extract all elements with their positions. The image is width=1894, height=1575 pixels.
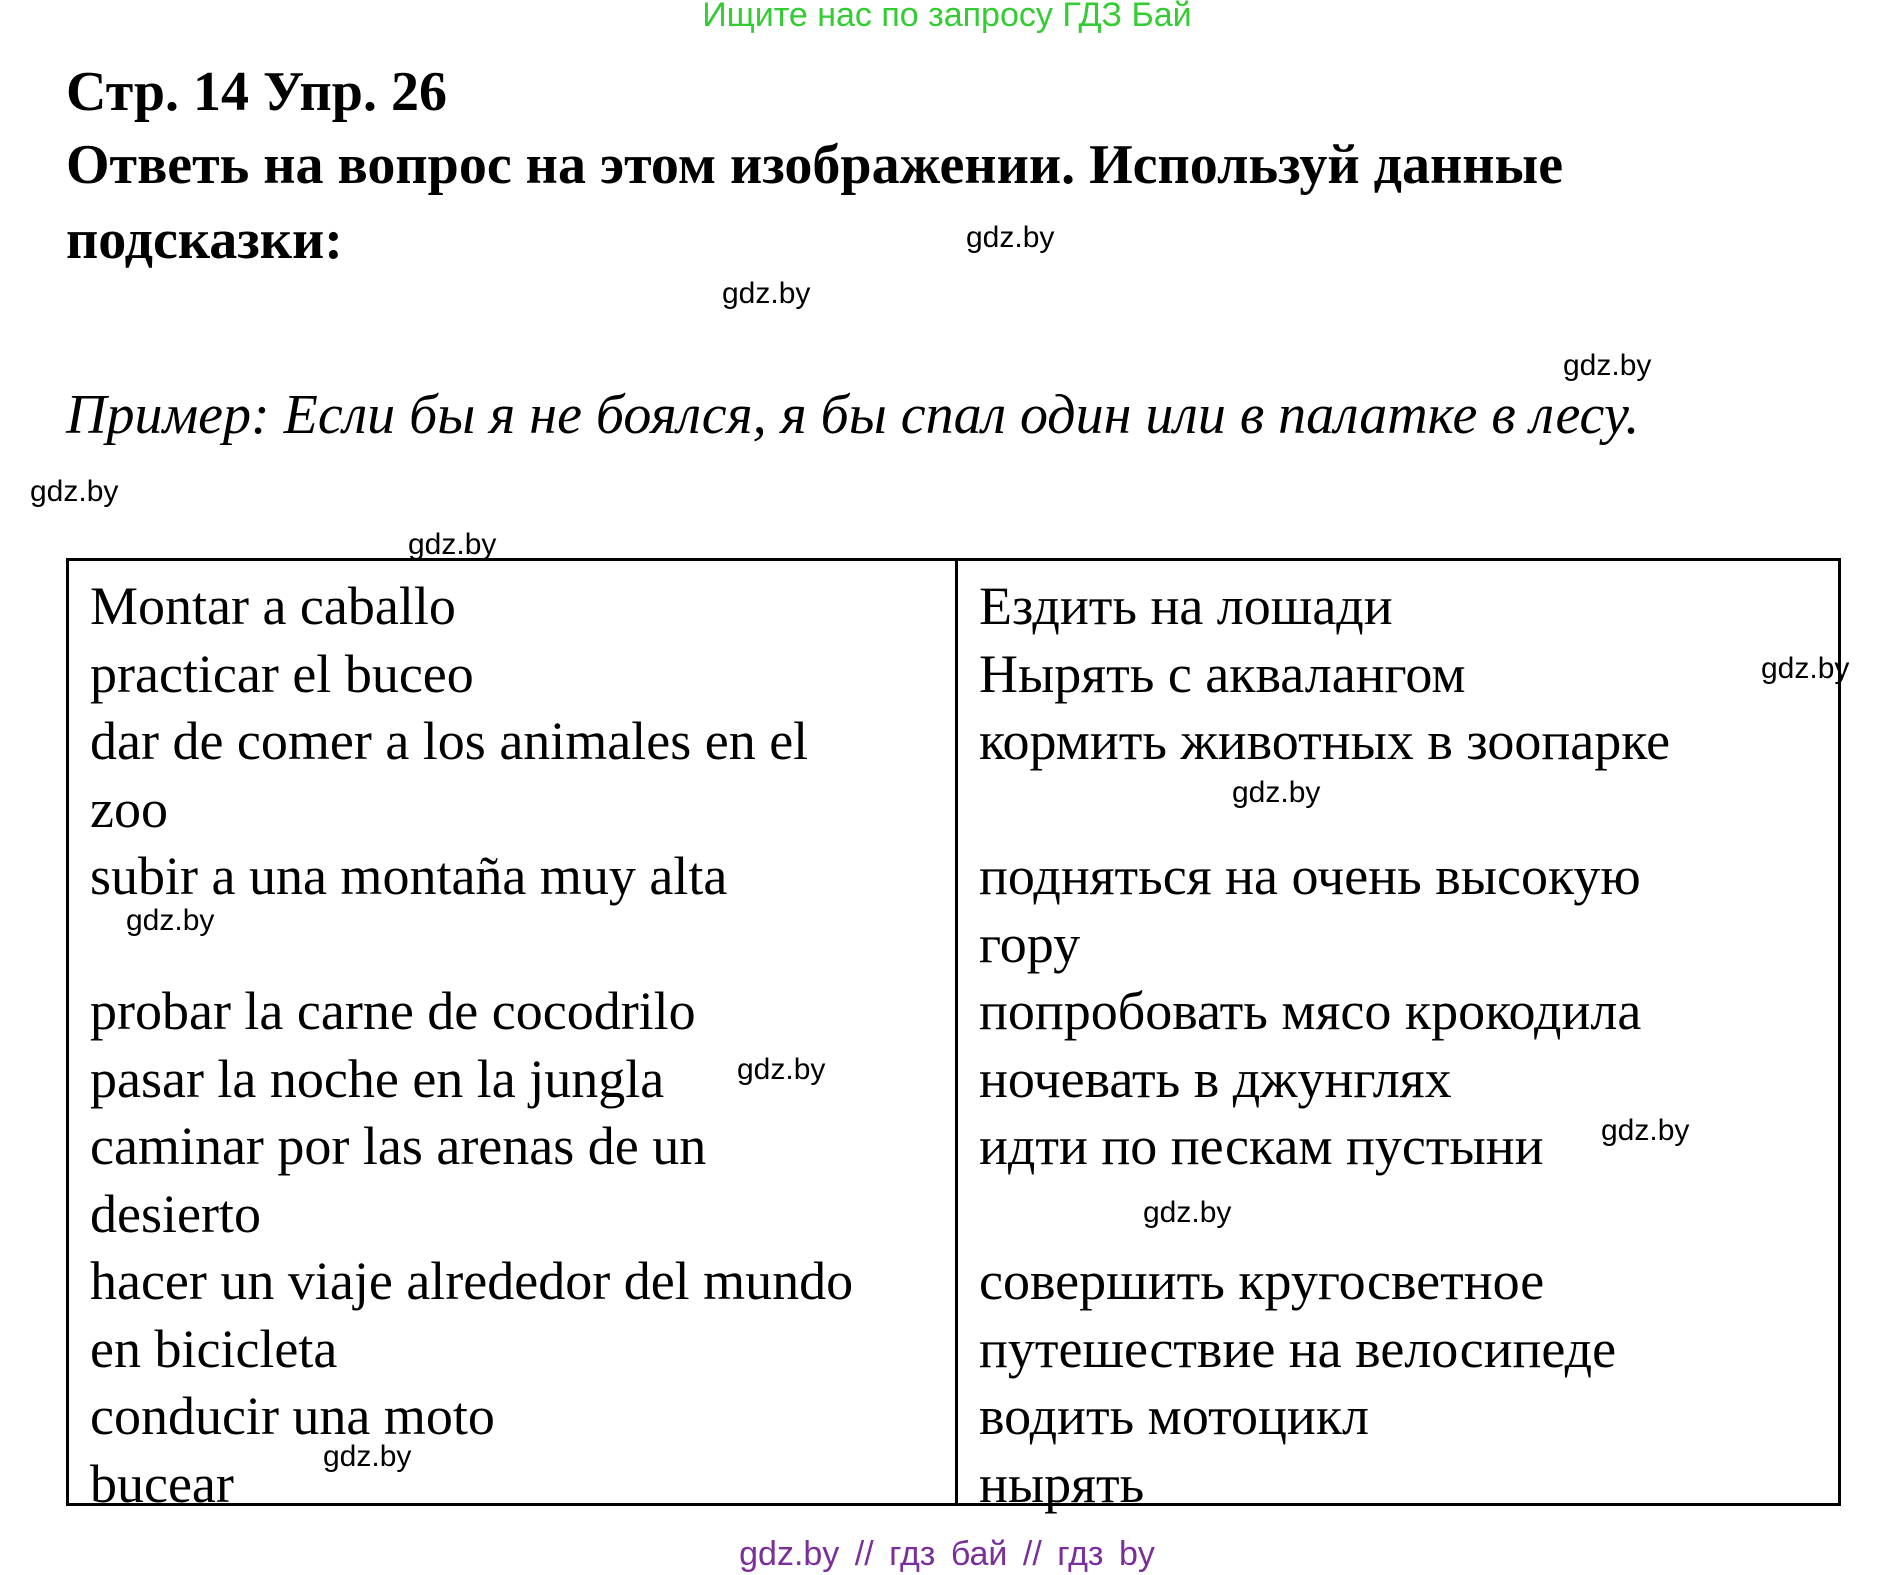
spanish-phrase: practicar el buceo <box>90 643 474 704</box>
watermark: gdz.by <box>966 221 1055 254</box>
spanish-phrase: en bicicleta <box>90 1318 338 1379</box>
watermark: gdz.by <box>1601 1114 1690 1147</box>
russian-phrase: ночевать в джунглях <box>979 1048 1452 1109</box>
search-banner: Ищите нас по запросу ГДЗ Бай <box>702 0 1192 34</box>
russian-phrase: подняться на очень высокую <box>979 846 1641 906</box>
spanish-phrase: probar la carne de cocodrilo <box>90 981 696 1041</box>
russian-column <box>979 573 1819 1518</box>
watermark: gdz.by <box>323 1440 412 1473</box>
page-exercise-title: Стр. 14 Упр. 26 <box>66 61 447 123</box>
spanish-column <box>90 573 950 1518</box>
spanish-phrase: conducir una moto <box>90 1386 495 1446</box>
spanish-phrase: Montar a caballo <box>90 576 456 636</box>
footer-links: gdz.by // гдз бай // гдз by <box>739 1535 1155 1573</box>
russian-phrase: Ездить на лошади <box>979 576 1393 636</box>
spanish-phrase: pasar la noche en la jungla <box>90 1048 665 1109</box>
russian-phrase: совершить кругосветное <box>979 1251 1545 1311</box>
spanish-phrase: subir a una montaña muy alta <box>90 846 728 906</box>
example-sentence: Пример: Если бы я не боялся, я бы спал один или в палатке в лесу. <box>66 384 1640 446</box>
russian-phrase: нырять <box>979 1453 1145 1514</box>
vocabulary-table <box>66 558 1841 1514</box>
russian-phrase: гору <box>979 913 1081 974</box>
russian-phrase: водить мотоцикл <box>979 1386 1369 1446</box>
watermark: gdz.by <box>408 528 497 561</box>
column-divider <box>955 561 958 1503</box>
spanish-phrase: bucear <box>90 1453 234 1514</box>
russian-phrase: идти по пескам пустыни <box>979 1116 1544 1176</box>
spanish-phrase: dar de comer a los animales en el <box>90 711 809 771</box>
task-instruction-line1: Ответь на вопрос на этом изображении. Используй данные <box>66 134 1564 196</box>
watermark: gdz.by <box>1761 652 1850 685</box>
watermark: gdz.by <box>722 277 811 310</box>
spanish-phrase <box>90 911 950 979</box>
russian-phrase: путешествие на велосипеде <box>979 1318 1617 1379</box>
russian-phrase: кормить животных в зоопарке <box>979 711 1671 771</box>
task-instruction-line2: подсказки: <box>66 209 343 271</box>
watermark: gdz.by <box>1143 1196 1232 1229</box>
russian-phrase: попробовать мясо крокодила <box>979 981 1642 1041</box>
spanish-phrase: zoo <box>90 778 168 839</box>
watermark: gdz.by <box>737 1053 826 1086</box>
spanish-phrase: caminar por las arenas de un <box>90 1116 707 1176</box>
russian-phrase <box>979 776 1819 844</box>
watermark: gdz.by <box>30 475 119 508</box>
russian-phrase <box>979 1181 1819 1249</box>
watermark: gdz.by <box>1563 349 1652 382</box>
watermark: gdz.by <box>1232 776 1321 809</box>
spanish-phrase: desierto <box>90 1183 261 1244</box>
spanish-phrase: hacer un viaje alrededor del mundo <box>90 1251 854 1311</box>
watermark: gdz.by <box>126 904 215 937</box>
russian-phrase: Нырять с аквалангом <box>979 643 1466 704</box>
